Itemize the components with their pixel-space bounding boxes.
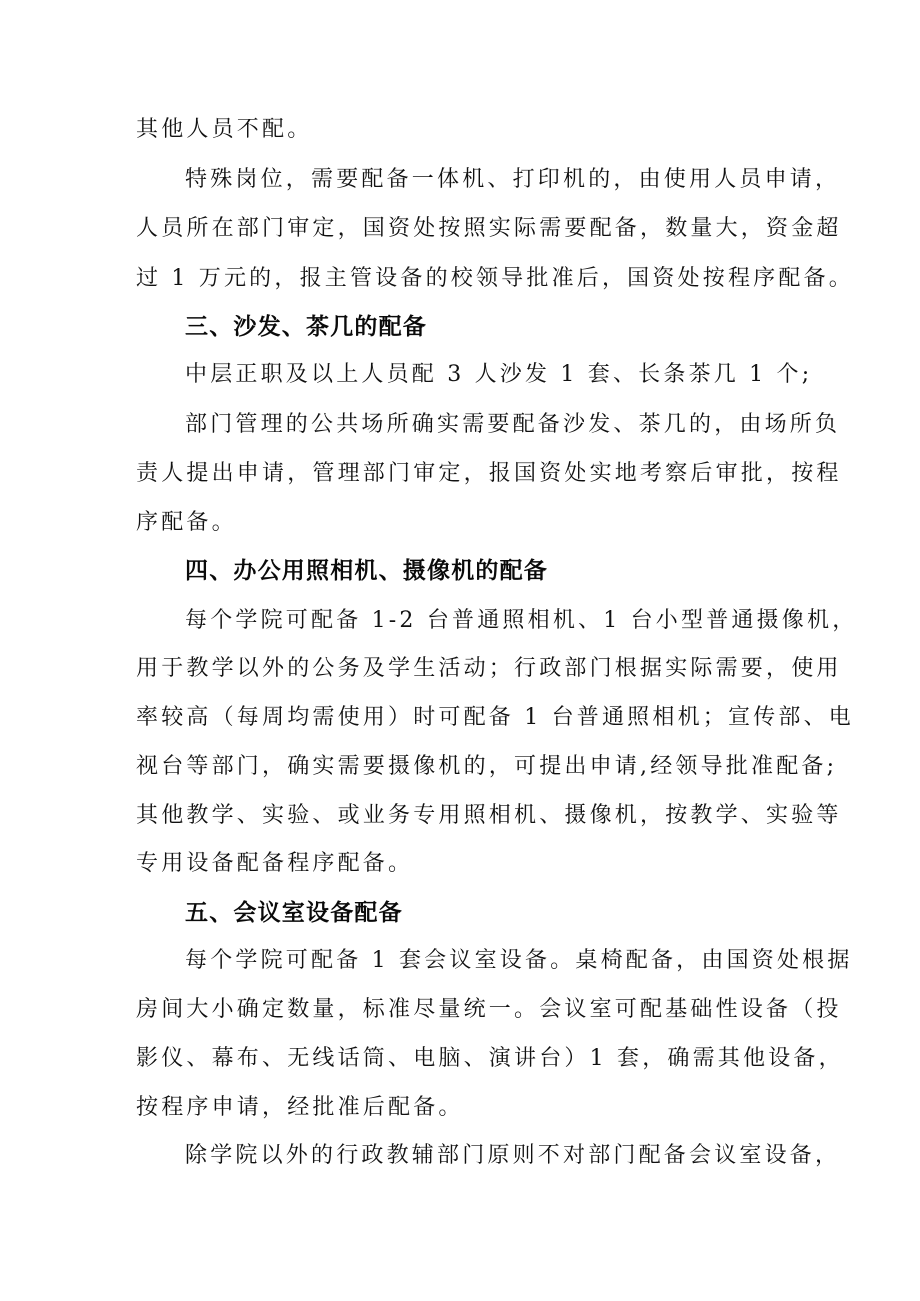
paragraph-continuation-line: 其他人员不配。 [136,117,313,142]
paragraph-special-posts-line-2: 人员所在部门审定，国资处按照实际需要配备，数量大，资金超 [136,216,842,241]
section-heading-camera: 四、办公用照相机、摄像机的配备 [185,558,548,584]
paragraph-camera-line-3: 率较高（每周均需使用）时可配备 1 台普通照相机；宣传部、电 [136,705,854,730]
paragraph-camera-line-5: 其他教学、实验、或业务专用照相机、摄像机，按教学、实验等 [136,803,842,828]
paragraph-special-posts-line-1: 特殊岗位，需要配备一体机、打印机的，由使用人员申请， [185,167,841,192]
paragraph-sofa-quota-line-1: 中层正职及以上人员配 3 人沙发 1 套、长条茶几 1 个; [185,362,813,387]
paragraph-public-area-line-3: 序配备。 [136,510,237,535]
paragraph-public-area-line-2: 责人提出申请，管理部门审定，报国资处实地考察后审批，按程 [136,461,842,486]
paragraph-camera-line-1: 每个学院可配备 1-2 台普通照相机、1 台小型普通摄像机， [185,608,858,633]
paragraph-meeting-room-line-3: 影仪、幕布、无线话筒、电脑、演讲台）1 套，确需其他设备， [136,1046,844,1071]
paragraph-meeting-room-line-1: 每个学院可配备 1 套会议室设备。桌椅配备，由国资处根据 [185,948,853,973]
paragraph-camera-line-4: 视台等部门，确实需要摄像机的，可提出申请,经领导批准配备; [136,754,838,779]
section-heading-sofa: 三、沙发、茶几的配备 [185,314,427,340]
paragraph-public-area-line-1: 部门管理的公共场所确实需要配备沙发、茶几的，由场所负 [185,412,841,437]
paragraph-meeting-room-line-2: 房间大小确定数量，标准尽量统一。会议室可配基础性设备（投 [136,997,842,1022]
paragraph-special-posts-line-3: 过 1 万元的，报主管设备的校领导批准后，国资处按程序配备。 [136,266,854,291]
paragraph-camera-line-2: 用于教学以外的公务及学生活动；行政部门根据实际需要，使用 [136,656,842,681]
paragraph-camera-line-6: 专用设备配备程序配备。 [136,851,414,876]
paragraph-meeting-room-line-4: 按程序申请，经批准后配备。 [136,1095,464,1120]
paragraph-admin-depts-line-1: 除学院以外的行政教辅部门原则不对部门配备会议室设备， [185,1143,841,1168]
section-heading-meeting-room: 五、会议室设备配备 [185,900,403,926]
